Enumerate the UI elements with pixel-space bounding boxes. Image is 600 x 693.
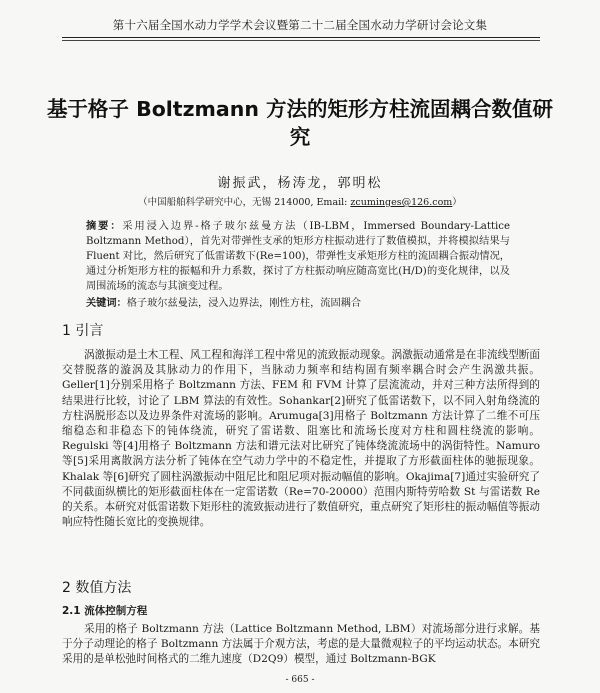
abstract (86, 219, 510, 294)
abstract-label: 摘要： (86, 221, 123, 232)
author-list: 谢振武，杨涛龙，郭明松 (217, 176, 383, 191)
keywords-text: 格子玻尔兹曼法，浸入边界法，刚性方柱，流固耦合 (126, 298, 362, 309)
section-heading-methods: 2 数值方法 (62, 580, 132, 596)
abstract-text: 采用浸入边界-格子玻尔兹曼方法（IB-LBM，Immersed Boundary-Lattice Boltzmann Method），首先对带弹性支承的矩形方柱振动进行了数值模拟，并将模拟结果与 Fluent 对比，然后研究了低雷诺数下(Re=100)，带弹性支承矩形方柱的流固耦合振动情况，通过分析矩形方柱的振幅和升力系数，探讨了方柱振动响应随高宽比(H/D)的变化规律，以及周围流场的流态与其演变过程。 (86, 221, 511, 292)
keywords-label: 关键词： (86, 298, 127, 309)
page-number: - 665 - (285, 675, 315, 685)
affiliation (0, 194, 600, 208)
subsection-heading-governing-equations: 2.1 流体控制方程 (62, 605, 148, 617)
email-link[interactable]: zcuminges@126.com (350, 197, 453, 208)
methods-paragraph: 采用的格子 Boltzmann 方法（Lattice Boltzmann Method, LBM）对流场部分进行求解。基于分子动理论的格子 Boltzmann 方法属于介观方法，考虑的是大量微观粒子的平均运动状态。本研究采用的是单松弛时间格式的二维九速度（D2Q9）模型，通过 Boltzmann-BGK (62, 623, 540, 666)
introduction-paragraph: 涡激振动是土木工程、风工程和海洋工程中常见的流致振动现象。涡激振动通常是在非流线型断面交替脱落的漩涡及其脉动力的作用下，当脉动力频率和结构固有频率耦合时会产生涡激共振。Geller[1]分别采用格子 Boltzmann 方法、FEM 和 FVM 计算了层流流动，并对三种方法所得到的结果进行比较，讨论了 LBM 算法的有效性。Sohankar[2]研究了低雷诺数下，以不同入射角绕流的方柱涡脱形态以及边界条件对流场的影响。Arumuga[3]用格子 Boltzmann 方法计算了二维不可压缩稳态和非稳态下的钝体绕流，研究了雷诺数、阻塞比和流场长度对方柱和圆柱绕流的影响。Regulski 等[4]用格子 Boltzmann 方法和谱元法对比研究了钝体绕流流场中的涡街特性。Namuro 等[5]采用离散涡方法分析了钝体在空气动力学中的不稳定性，并提取了方形截面柱体的驰振现象。Khalak 等[6]研究了圆柱涡激振动中阻尼比和阻尼项对振动幅值的影响。Okajima[7]通过实验研究了不同截面纵横比的矩形截面柱体在一定雷诺数（Re=70-20000）范围内斯特劳哈数 St 与雷诺数 Re 的关系。本研究对低雷诺数下矩形柱的流致振动进行了数值研究，重点研究了矩形柱的振动幅值等振动响应特性随长宽比的变换规律。 (62, 349, 540, 529)
header-rule-thick (62, 37, 540, 38)
affiliation-suffix: ） (452, 197, 462, 208)
affiliation-prefix: （中国船舶科学研究中心，无锡 214000, Email: (138, 197, 351, 208)
paper-title: 基于格子 Boltzmann 方法的矩形方柱流固耦合数值研究 (46, 97, 554, 149)
header-rule-thin (62, 40, 540, 41)
keywords (86, 296, 510, 311)
running-header: 第十六届全国水动力学学术会议暨第二十二届全国水动力学研讨会论文集 (112, 18, 488, 32)
section-heading-introduction: 1 引言 (62, 323, 104, 339)
